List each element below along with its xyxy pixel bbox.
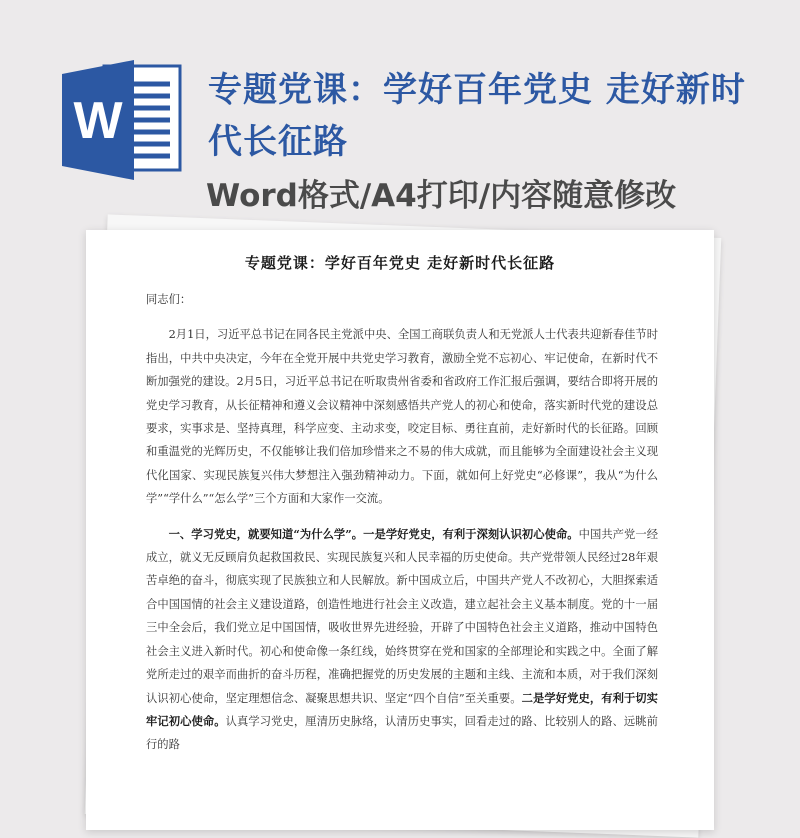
document-paragraph-2 (146, 523, 658, 757)
word-logo-icon (58, 56, 186, 184)
header-subtitle: Word格式/A4打印/内容随意修改 (206, 178, 677, 214)
document-greeting: 同志们： (146, 293, 192, 306)
logo-letter: W (73, 92, 123, 150)
document-paragraph-1: 2月1日，习近平总书记在同各民主党派中央、全国工商联负责人和无党派人士代表共迎新春佳节时指出，中共中央决定，今年在全党开展中共党史学习教育，激励全党不忘初心、牢记使命，在新时代不断加强党的建设。2月5日，习近平总书记在听取贵州省委和省政府工作汇报后强调，要结合即将开展的党史学习教育，从长征精神和遵义会议精神中深刻感悟共产党人的初心和使命，落实新时代党的建设总要求，实事求是、坚持真理，科学应变、主动求变，咬定目标、勇往直前，走好新时代的长征路。回顾和重温党的光辉历史，不仅能够让我们倍加珍惜来之不易的伟大成就，而且能够为全面建设社会主义现代化国家、实现民族复兴伟大梦想注入强劲精神动力。下面，就如何上好党史“必修课”，我从“为什么学”“学什么”“怎么学”三个方面和大家作一交流。 (146, 328, 658, 506)
header-title: 专题党课：学好百年党史 走好新时代长征路 (208, 70, 746, 162)
paragraph-2-text: 中国共产党一经成立，就义无反顾肩负起救国救民、实现民族复兴和人民幸福的历史使命。共产党带领人民经过28年艰苦卓绝的奋斗，彻底实现了民族独立和人民解放。新中国成立后，中国共产党人不改初心，大胆探索适合中国国情的社会主义建设道路，创造性地进行社会主义改造，建立起社会主义基本制度。党的十一届三中全会后，我们党立足中国国情，吸收世界先进经验，开辟了中国特色社会主义道路，推动中国特色社会主义进入新时代。初心和使命像一条红线，始终贯穿在党和国家的全部理论和实践之中。全面了解党所走过的艰辛而曲折的奋斗历程，准确把握党的历史发展的主题和主线、主流和本质，对于我们深刻认识初心使命，坚定理想信念、凝聚思想共识、坚定“四个自信”至关重要。 (146, 527, 658, 705)
section-subheading-2: 二是学好党史，有利于切实牢记初心使命。 (146, 690, 658, 728)
section-heading-1: 一、学习党史，就要知道“为什么学”。一是学好党史，有利于深刻认识初心使命。 (168, 526, 579, 541)
document-title: 专题党课：学好百年党史 走好新时代长征路 (244, 254, 556, 272)
paragraph-2-text-continued: 认真学习党史，厘清历史脉络，认清历史事实，回看走过的路、比较别人的路、远眺前行的路 (146, 714, 658, 752)
document-body (146, 288, 658, 769)
document-page (86, 230, 714, 830)
